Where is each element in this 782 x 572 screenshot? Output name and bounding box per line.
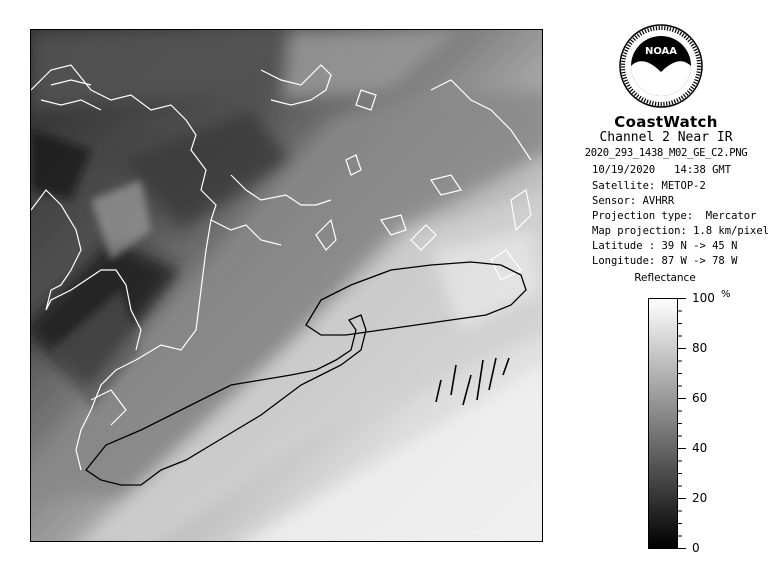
colorbar-unit: % [721,289,731,300]
colorbar-tick-label: 20 [692,491,708,505]
colorbar-title: Reflectance [634,272,696,284]
noaa-logo [619,24,703,108]
projection-type: Projection type: Mercator [592,210,757,222]
colorbar-tick-label: 60 [692,391,708,405]
brand-title: CoastWatch [614,113,718,131]
satellite-info: Satellite: METOP-2 [592,180,706,192]
satellite-map [31,30,543,542]
channel-label: Channel 2 Near IR [599,130,733,145]
noaa-logo-text: NOAA [644,46,678,57]
sensor-info: Sensor: AVHRR [592,195,675,207]
longitude-range: Longitude: 87 W -> 78 W [592,255,738,267]
latitude-range: Latitude : 39 N -> 45 N [592,240,738,252]
satellite-image [30,29,543,542]
colorbar-tick-label: 40 [692,441,708,455]
file-name: 2020_293_1438_M02_GE_C2.PNG [584,147,748,159]
colorbar-tick-label: 100 [692,291,715,305]
colorbar-tick-label: 80 [692,341,708,355]
map-projection: Map projection: 1.8 km/pixel [592,225,770,237]
date-time: 10/19/2020 14:38 GMT [592,164,732,176]
colorbar-tick-label: 0 [692,541,700,555]
colorbar-ticks [678,298,738,549]
colorbar [648,298,678,549]
